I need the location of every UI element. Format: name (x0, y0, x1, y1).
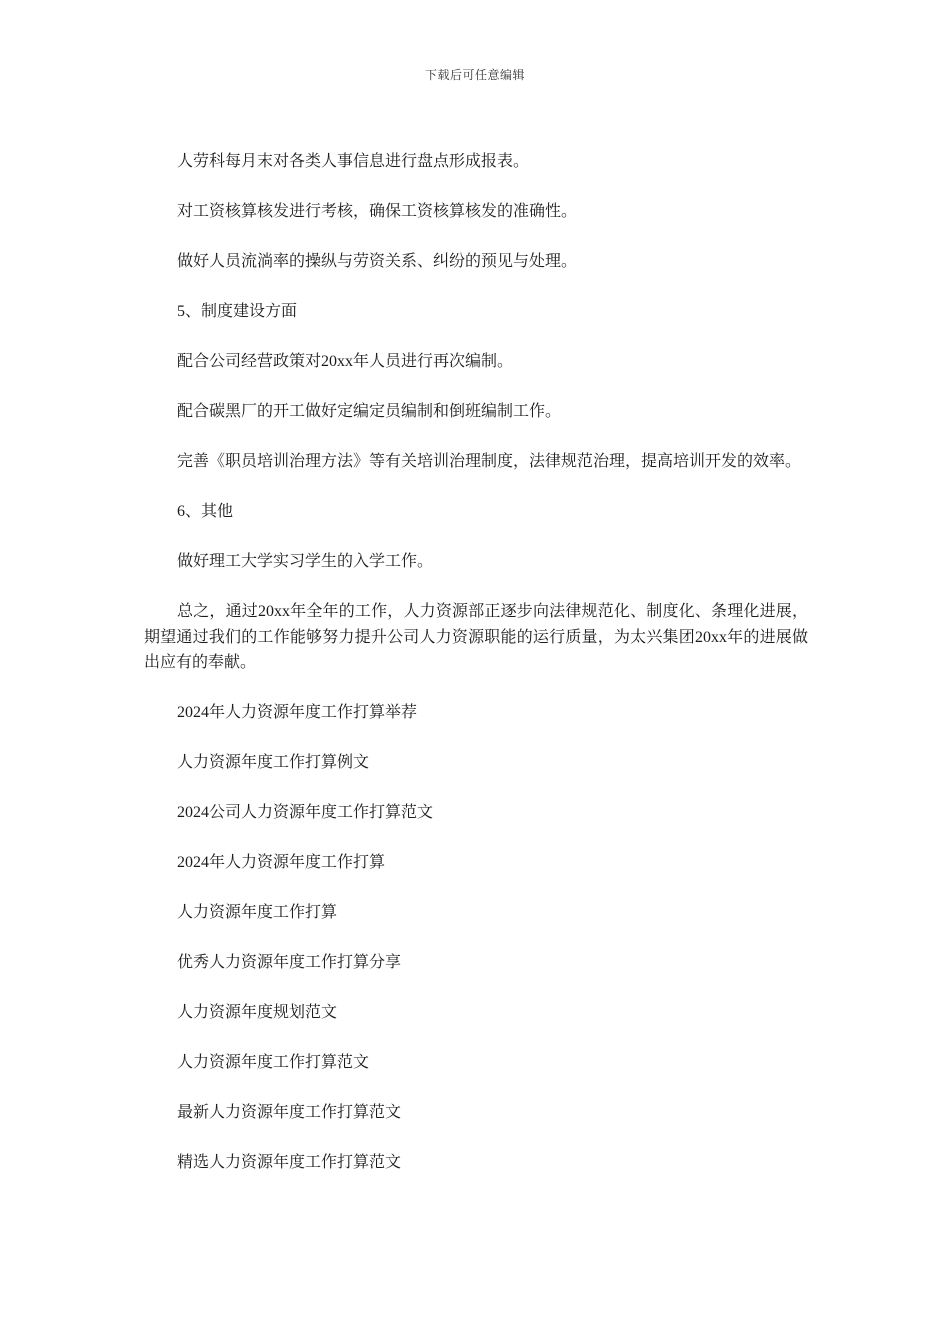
paragraph: 配合公司经营政策对20xx年人员进行再次编制。 (177, 353, 514, 370)
header-note: 下载后可任意编辑 (424, 68, 525, 82)
document-body (144, 149, 808, 1200)
related-title: 人力资源年度工作打算例文 (177, 754, 370, 771)
section-heading: 6、其他 (177, 503, 234, 520)
paragraph: 做好人员流淌率的操纵与劳资关系、纠纷的预见与处理。 (177, 253, 578, 270)
related-title: 2024公司人力资源年度工作打算范文 (177, 804, 434, 821)
related-title: 2024年人力资源年度工作打算举荐 (177, 704, 418, 721)
paragraph: 人劳科每月末对各类人事信息进行盘点形成报表。 (177, 153, 530, 170)
paragraph: 完善《职员培训治理方法》等有关培训治理制度，法律规范治理，提高培训开发的效率。 (177, 453, 802, 470)
paragraph: 总之，通过20xx年全年的工作，人力资源部正逐步向法律规范化、制度化、条理化进展，期望通过我们的工作能够努力提升公司人力资源职能的运行质量，为太兴集团20xx年的进展做出应有的奉献。 (144, 603, 808, 671)
paragraph: 做好理工大学实习学生的入学工作。 (177, 553, 434, 570)
related-title: 最新人力资源年度工作打算范文 (177, 1104, 402, 1121)
paragraph: 配合碳黑厂的开工做好定编定员编制和倒班编制工作。 (177, 403, 562, 420)
related-title: 人力资源年度工作打算 (177, 904, 338, 921)
related-title: 人力资源年度工作打算范文 (177, 1054, 370, 1071)
paragraph: 对工资核算核发进行考核，确保工资核算核发的准确性。 (177, 203, 578, 220)
related-title: 精选人力资源年度工作打算范文 (177, 1154, 402, 1171)
related-title: 2024年人力资源年度工作打算 (177, 854, 386, 871)
related-title: 优秀人力资源年度工作打算分享 (177, 954, 402, 971)
section-heading: 5、制度建设方面 (177, 303, 298, 320)
related-title: 人力资源年度规划范文 (177, 1004, 338, 1021)
